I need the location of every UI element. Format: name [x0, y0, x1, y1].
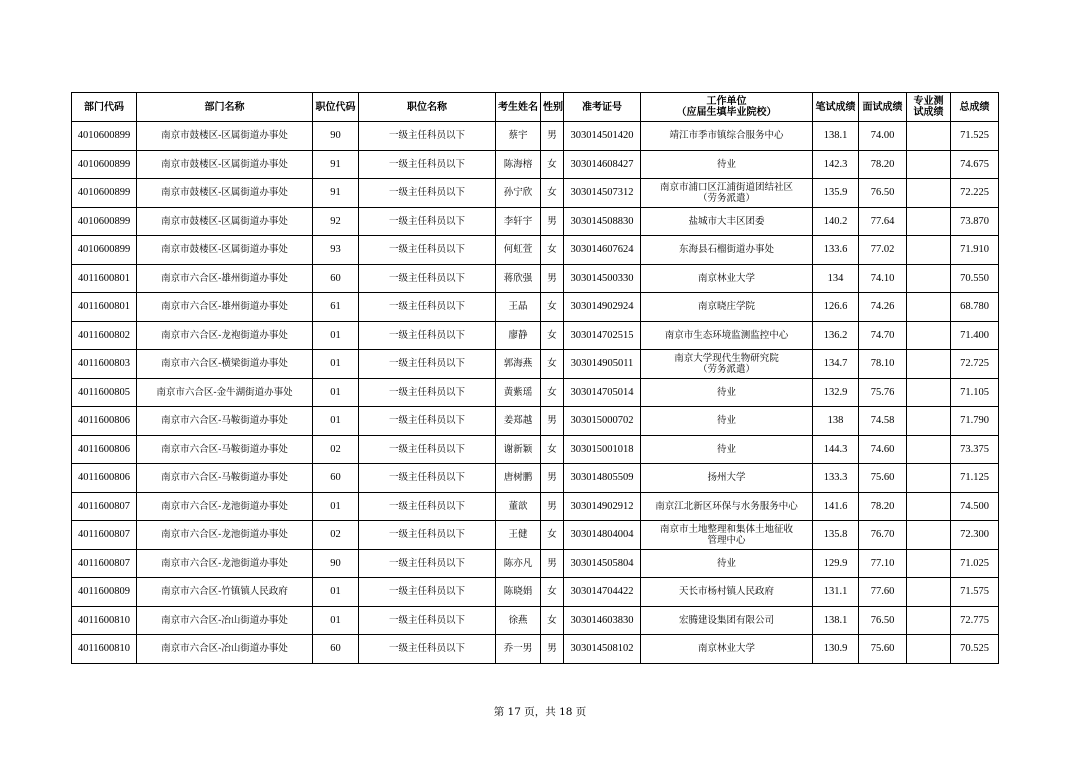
cell-gender: 男 [541, 407, 564, 436]
cell-interview-score: 77.10 [859, 549, 907, 578]
cell-candidate-name: 乔一男 [496, 635, 541, 664]
cell-professional-test-score [907, 350, 951, 379]
cell-exam-number: 303014704422 [564, 578, 641, 607]
cell-gender: 女 [541, 378, 564, 407]
cell-position-name: 一级主任科员以下 [359, 236, 496, 265]
cell-dept-code: 4011600810 [72, 606, 137, 635]
table-row [72, 635, 999, 664]
cell-position-code: 60 [313, 635, 359, 664]
cell-dept-code: 4011600807 [72, 492, 137, 521]
cell-position-code: 01 [313, 492, 359, 521]
column-header-position-code: 职位代码 [313, 93, 359, 122]
cell-position-code: 91 [313, 179, 359, 208]
table-row [72, 606, 999, 635]
cell-written-score: 138 [813, 407, 859, 436]
cell-exam-number: 303015000702 [564, 407, 641, 436]
cell-position-code: 01 [313, 407, 359, 436]
cell-professional-test-score [907, 378, 951, 407]
cell-total-score: 74.500 [951, 492, 999, 521]
column-header-dept-code: 部门代码 [72, 93, 137, 122]
table-row [72, 549, 999, 578]
cell-written-score: 126.6 [813, 293, 859, 322]
cell-work-unit: 南京市生态环境监测监控中心 [641, 321, 813, 350]
cell-dept-code: 4010600899 [72, 122, 137, 151]
cell-candidate-name: 陈海榕 [496, 150, 541, 179]
cell-interview-score: 78.10 [859, 350, 907, 379]
table-row [72, 521, 999, 550]
cell-dept-name: 南京市六合区-龙袍街道办事处 [137, 321, 313, 350]
cell-gender: 男 [541, 492, 564, 521]
cell-work-unit: 南京市浦口区江浦街道团结社区 （劳务派遣） [641, 179, 813, 208]
cell-professional-test-score [907, 492, 951, 521]
cell-work-unit: 天长市杨村镇人民政府 [641, 578, 813, 607]
table-row [72, 492, 999, 521]
cell-dept-code: 4011600801 [72, 264, 137, 293]
cell-position-code: 92 [313, 207, 359, 236]
cell-dept-code: 4011600806 [72, 464, 137, 493]
cell-candidate-name: 谢新颖 [496, 435, 541, 464]
cell-interview-score: 77.60 [859, 578, 907, 607]
header-row [72, 93, 999, 122]
table-row [72, 236, 999, 265]
cell-professional-test-score [907, 179, 951, 208]
cell-interview-score: 74.70 [859, 321, 907, 350]
cell-candidate-name: 徐燕 [496, 606, 541, 635]
cell-interview-score: 74.00 [859, 122, 907, 151]
cell-professional-test-score [907, 464, 951, 493]
cell-dept-name: 南京市六合区-龙池街道办事处 [137, 492, 313, 521]
cell-position-name: 一级主任科员以下 [359, 549, 496, 578]
cell-candidate-name: 黄紫瑶 [496, 378, 541, 407]
cell-position-name: 一级主任科员以下 [359, 407, 496, 436]
cell-dept-code: 4011600809 [72, 578, 137, 607]
column-header-exam-number: 准考证号 [564, 93, 641, 122]
cell-exam-number: 303015001018 [564, 435, 641, 464]
cell-work-unit: 盐城市大丰区团委 [641, 207, 813, 236]
cell-position-name: 一级主任科员以下 [359, 321, 496, 350]
cell-professional-test-score [907, 635, 951, 664]
cell-position-name: 一级主任科员以下 [359, 635, 496, 664]
cell-professional-test-score [907, 435, 951, 464]
cell-position-name: 一级主任科员以下 [359, 150, 496, 179]
table-row [72, 350, 999, 379]
table-row [72, 179, 999, 208]
cell-position-code: 02 [313, 435, 359, 464]
column-header-total-score: 总成绩 [951, 93, 999, 122]
cell-interview-score: 77.64 [859, 207, 907, 236]
page-footer: 第 17 页，共 18 页 [493, 706, 587, 718]
cell-written-score: 142.3 [813, 150, 859, 179]
cell-total-score: 70.525 [951, 635, 999, 664]
cell-dept-name: 南京市六合区-金牛湖街道办事处 [137, 378, 313, 407]
cell-exam-number: 303014508102 [564, 635, 641, 664]
table-row [72, 321, 999, 350]
cell-dept-name: 南京市六合区-马鞍街道办事处 [137, 407, 313, 436]
cell-total-score: 71.025 [951, 549, 999, 578]
cell-dept-code: 4011600803 [72, 350, 137, 379]
cell-position-code: 01 [313, 606, 359, 635]
cell-exam-number: 303014705014 [564, 378, 641, 407]
cell-professional-test-score [907, 236, 951, 265]
cell-dept-name: 南京市六合区-龙池街道办事处 [137, 521, 313, 550]
cell-dept-code: 4010600899 [72, 179, 137, 208]
cell-dept-name: 南京市鼓楼区-区属街道办事处 [137, 122, 313, 151]
cell-dept-code: 4010600899 [72, 207, 137, 236]
cell-total-score: 73.375 [951, 435, 999, 464]
cell-written-score: 140.2 [813, 207, 859, 236]
cell-total-score: 70.550 [951, 264, 999, 293]
table-row [72, 464, 999, 493]
column-header-work-unit: 工作单位 （应届生填毕业院校） [641, 93, 813, 122]
cell-exam-number: 303014603830 [564, 606, 641, 635]
column-header-dept-name: 部门名称 [137, 93, 313, 122]
cell-written-score: 144.3 [813, 435, 859, 464]
cell-position-code: 61 [313, 293, 359, 322]
cell-position-name: 一级主任科员以下 [359, 492, 496, 521]
cell-total-score: 74.675 [951, 150, 999, 179]
column-header-written-score: 笔试成绩 [813, 93, 859, 122]
cell-candidate-name: 陈亦凡 [496, 549, 541, 578]
cell-dept-name: 南京市六合区-马鞍街道办事处 [137, 464, 313, 493]
cell-exam-number: 303014702515 [564, 321, 641, 350]
cell-position-name: 一级主任科员以下 [359, 606, 496, 635]
cell-written-score: 134.7 [813, 350, 859, 379]
cell-exam-number: 303014608427 [564, 150, 641, 179]
column-header-position-name: 职位名称 [359, 93, 496, 122]
cell-position-name: 一级主任科员以下 [359, 378, 496, 407]
cell-exam-number: 303014508830 [564, 207, 641, 236]
cell-total-score: 71.105 [951, 378, 999, 407]
cell-position-code: 90 [313, 549, 359, 578]
cell-dept-name: 南京市六合区-马鞍街道办事处 [137, 435, 313, 464]
cell-written-score: 134 [813, 264, 859, 293]
cell-gender: 男 [541, 264, 564, 293]
cell-dept-code: 4011600807 [72, 549, 137, 578]
cell-position-code: 91 [313, 150, 359, 179]
cell-work-unit: 南京晓庄学院 [641, 293, 813, 322]
cell-total-score: 71.525 [951, 122, 999, 151]
cell-position-name: 一级主任科员以下 [359, 179, 496, 208]
cell-candidate-name: 董歆 [496, 492, 541, 521]
cell-position-code: 01 [313, 578, 359, 607]
cell-position-code: 90 [313, 122, 359, 151]
cell-interview-score: 74.26 [859, 293, 907, 322]
cell-professional-test-score [907, 549, 951, 578]
cell-candidate-name: 姜郑越 [496, 407, 541, 436]
table-row [72, 578, 999, 607]
cell-candidate-name: 陈晓娟 [496, 578, 541, 607]
cell-work-unit: 南京江北新区环保与水务服务中心 [641, 492, 813, 521]
cell-gender: 女 [541, 435, 564, 464]
cell-gender: 女 [541, 293, 564, 322]
cell-candidate-name: 蒋欣强 [496, 264, 541, 293]
cell-interview-score: 78.20 [859, 150, 907, 179]
cell-dept-name: 南京市六合区-横梁街道办事处 [137, 350, 313, 379]
cell-professional-test-score [907, 407, 951, 436]
cell-gender: 女 [541, 150, 564, 179]
cell-total-score: 68.780 [951, 293, 999, 322]
cell-dept-name: 南京市鼓楼区-区属街道办事处 [137, 207, 313, 236]
cell-work-unit: 宏腾建设集团有限公司 [641, 606, 813, 635]
cell-dept-code: 4011600806 [72, 407, 137, 436]
cell-work-unit: 南京市土地整理和集体土地征收 管理中心 [641, 521, 813, 550]
cell-candidate-name: 唐树鹏 [496, 464, 541, 493]
cell-position-name: 一级主任科员以下 [359, 578, 496, 607]
table-row [72, 150, 999, 179]
table-row [72, 293, 999, 322]
cell-gender: 女 [541, 179, 564, 208]
table-row [72, 378, 999, 407]
cell-gender: 男 [541, 464, 564, 493]
cell-total-score: 71.790 [951, 407, 999, 436]
cell-written-score: 141.6 [813, 492, 859, 521]
cell-written-score: 131.1 [813, 578, 859, 607]
cell-work-unit: 扬州大学 [641, 464, 813, 493]
cell-gender: 男 [541, 635, 564, 664]
cell-position-name: 一级主任科员以下 [359, 122, 496, 151]
cell-gender: 男 [541, 207, 564, 236]
cell-written-score: 135.8 [813, 521, 859, 550]
cell-dept-code: 4011600810 [72, 635, 137, 664]
cell-written-score: 132.9 [813, 378, 859, 407]
cell-professional-test-score [907, 293, 951, 322]
cell-candidate-name: 王晶 [496, 293, 541, 322]
cell-written-score: 138.1 [813, 606, 859, 635]
cell-work-unit: 南京林业大学 [641, 635, 813, 664]
cell-dept-code: 4010600899 [72, 150, 137, 179]
cell-exam-number: 303014507312 [564, 179, 641, 208]
cell-position-name: 一级主任科员以下 [359, 521, 496, 550]
cell-written-score: 136.2 [813, 321, 859, 350]
cell-professional-test-score [907, 321, 951, 350]
cell-gender: 女 [541, 606, 564, 635]
cell-gender: 男 [541, 122, 564, 151]
cell-candidate-name: 李轩宇 [496, 207, 541, 236]
cell-exam-number: 303014607624 [564, 236, 641, 265]
cell-position-code: 01 [313, 378, 359, 407]
results-table [71, 92, 999, 664]
cell-position-name: 一级主任科员以下 [359, 207, 496, 236]
cell-total-score: 71.910 [951, 236, 999, 265]
column-header-interview-score: 面试成绩 [859, 93, 907, 122]
cell-work-unit: 南京大学现代生物研究院 （劳务派遣） [641, 350, 813, 379]
cell-dept-code: 4011600807 [72, 521, 137, 550]
cell-work-unit: 待业 [641, 435, 813, 464]
cell-interview-score: 74.10 [859, 264, 907, 293]
cell-professional-test-score [907, 150, 951, 179]
cell-interview-score: 75.60 [859, 464, 907, 493]
cell-written-score: 133.6 [813, 236, 859, 265]
cell-position-code: 01 [313, 350, 359, 379]
cell-written-score: 133.3 [813, 464, 859, 493]
table-body [72, 122, 999, 664]
table-row [72, 122, 999, 151]
table-row [72, 207, 999, 236]
cell-professional-test-score [907, 606, 951, 635]
cell-candidate-name: 何虹萱 [496, 236, 541, 265]
cell-exam-number: 303014805509 [564, 464, 641, 493]
cell-position-code: 01 [313, 321, 359, 350]
cell-written-score: 129.9 [813, 549, 859, 578]
cell-interview-score: 76.50 [859, 606, 907, 635]
cell-interview-score: 77.02 [859, 236, 907, 265]
cell-exam-number: 303014905011 [564, 350, 641, 379]
cell-total-score: 71.125 [951, 464, 999, 493]
cell-position-code: 93 [313, 236, 359, 265]
cell-written-score: 135.9 [813, 179, 859, 208]
column-header-professional-test-score: 专业测试成绩 [907, 93, 951, 122]
cell-total-score: 72.775 [951, 606, 999, 635]
cell-dept-name: 南京市六合区-雄州街道办事处 [137, 293, 313, 322]
cell-work-unit: 待业 [641, 549, 813, 578]
cell-interview-score: 76.50 [859, 179, 907, 208]
column-header-candidate-name: 考生姓名 [496, 93, 541, 122]
cell-total-score: 72.300 [951, 521, 999, 550]
cell-candidate-name: 郭海燕 [496, 350, 541, 379]
cell-work-unit: 靖江市季市镇综合服务中心 [641, 122, 813, 151]
cell-interview-score: 76.70 [859, 521, 907, 550]
cell-written-score: 130.9 [813, 635, 859, 664]
cell-work-unit: 待业 [641, 150, 813, 179]
cell-gender: 女 [541, 578, 564, 607]
table-row [72, 435, 999, 464]
cell-exam-number: 303014902924 [564, 293, 641, 322]
table-row [72, 407, 999, 436]
cell-professional-test-score [907, 578, 951, 607]
cell-total-score: 72.225 [951, 179, 999, 208]
cell-total-score: 71.575 [951, 578, 999, 607]
cell-gender: 男 [541, 549, 564, 578]
cell-total-score: 71.400 [951, 321, 999, 350]
cell-professional-test-score [907, 207, 951, 236]
cell-dept-name: 南京市六合区-竹镇镇人民政府 [137, 578, 313, 607]
cell-position-code: 60 [313, 464, 359, 493]
cell-dept-code: 4011600802 [72, 321, 137, 350]
cell-candidate-name: 王健 [496, 521, 541, 550]
cell-work-unit: 东海县石榴街道办事处 [641, 236, 813, 265]
cell-position-code: 02 [313, 521, 359, 550]
cell-written-score: 138.1 [813, 122, 859, 151]
cell-position-code: 60 [313, 264, 359, 293]
cell-exam-number: 303014500330 [564, 264, 641, 293]
cell-position-name: 一级主任科员以下 [359, 293, 496, 322]
cell-professional-test-score [907, 521, 951, 550]
cell-work-unit: 南京林业大学 [641, 264, 813, 293]
cell-dept-code: 4010600899 [72, 236, 137, 265]
cell-dept-name: 南京市鼓楼区-区属街道办事处 [137, 150, 313, 179]
cell-interview-score: 78.20 [859, 492, 907, 521]
cell-interview-score: 75.60 [859, 635, 907, 664]
cell-candidate-name: 蔡宇 [496, 122, 541, 151]
cell-dept-name: 南京市六合区-冶山街道办事处 [137, 606, 313, 635]
cell-gender: 女 [541, 521, 564, 550]
cell-position-name: 一级主任科员以下 [359, 464, 496, 493]
cell-professional-test-score [907, 264, 951, 293]
cell-dept-name: 南京市六合区-雄州街道办事处 [137, 264, 313, 293]
table-row [72, 264, 999, 293]
cell-candidate-name: 廖静 [496, 321, 541, 350]
cell-exam-number: 303014501420 [564, 122, 641, 151]
cell-gender: 女 [541, 236, 564, 265]
cell-position-name: 一级主任科员以下 [359, 264, 496, 293]
cell-total-score: 72.725 [951, 350, 999, 379]
cell-dept-code: 4011600805 [72, 378, 137, 407]
cell-dept-code: 4011600806 [72, 435, 137, 464]
cell-position-name: 一级主任科员以下 [359, 435, 496, 464]
cell-interview-score: 74.60 [859, 435, 907, 464]
column-header-gender: 性别 [541, 93, 564, 122]
cell-exam-number: 303014804004 [564, 521, 641, 550]
cell-professional-test-score [907, 122, 951, 151]
cell-gender: 女 [541, 321, 564, 350]
cell-exam-number: 303014902912 [564, 492, 641, 521]
cell-work-unit: 待业 [641, 378, 813, 407]
cell-total-score: 73.870 [951, 207, 999, 236]
cell-dept-name: 南京市鼓楼区-区属街道办事处 [137, 236, 313, 265]
cell-dept-code: 4011600801 [72, 293, 137, 322]
cell-interview-score: 74.58 [859, 407, 907, 436]
cell-work-unit: 待业 [641, 407, 813, 436]
cell-position-name: 一级主任科员以下 [359, 350, 496, 379]
cell-dept-name: 南京市六合区-龙池街道办事处 [137, 549, 313, 578]
cell-interview-score: 75.76 [859, 378, 907, 407]
cell-candidate-name: 孙宁欣 [496, 179, 541, 208]
cell-gender: 女 [541, 350, 564, 379]
cell-dept-name: 南京市六合区-冶山街道办事处 [137, 635, 313, 664]
cell-dept-name: 南京市鼓楼区-区属街道办事处 [137, 179, 313, 208]
cell-exam-number: 303014505804 [564, 549, 641, 578]
